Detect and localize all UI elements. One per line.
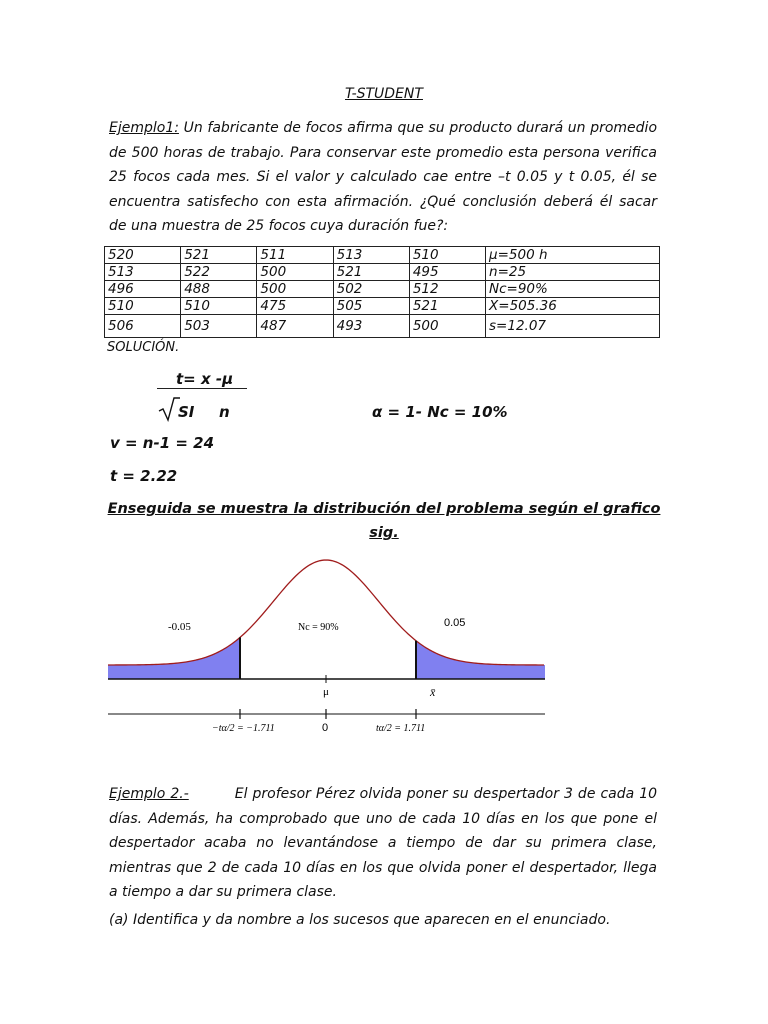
table-cell: Nc=90%	[486, 281, 660, 298]
page-title: T-STUDENT	[345, 86, 423, 102]
table-cell: 505	[333, 298, 409, 315]
table-cell: 510	[181, 298, 257, 315]
fraction-line	[157, 388, 247, 389]
mu-label: μ	[323, 686, 329, 698]
table-cell: 512	[409, 281, 485, 298]
table-cell: 503	[181, 315, 257, 338]
table-cell: 500	[409, 315, 485, 338]
sqrt-icon	[158, 396, 180, 422]
question-a: (a) Identifica y da nombre a los sucesos que aparecen en el enunciado.	[109, 912, 611, 928]
formula-t: t = 2.22	[110, 467, 178, 485]
table-cell: 495	[409, 264, 485, 281]
example1-label: Ejemplo1:	[109, 120, 179, 136]
left-tail-region	[108, 637, 240, 679]
formula-denominator: SI	[178, 403, 195, 421]
table-cell: 502	[333, 281, 409, 298]
table-cell: 475	[257, 298, 333, 315]
left-tail-label: -0.05	[168, 621, 191, 633]
table-cell: 511	[257, 247, 333, 264]
tick-label-center: 0	[322, 722, 329, 734]
table-cell: 521	[181, 247, 257, 264]
t-distribution-chart	[108, 548, 548, 740]
table-cell: 493	[333, 315, 409, 338]
table-cell: 513	[105, 264, 181, 281]
center-confidence-label: Nc = 90%	[298, 622, 339, 633]
table-cell: 496	[105, 281, 181, 298]
table-cell: n=25	[486, 264, 660, 281]
example1-paragraph	[109, 116, 657, 239]
bell-curve	[108, 560, 544, 665]
example2-label: Ejemplo 2.-	[109, 786, 189, 802]
table-cell: 520	[105, 247, 181, 264]
table-row	[105, 247, 660, 264]
formula-alpha: α = 1- Nc = 10%	[372, 403, 508, 421]
formula-numerator: t= x -μ	[176, 370, 234, 388]
table-cell: 488	[181, 281, 257, 298]
tick-label-right: tα/2 = 1.711	[376, 723, 426, 734]
tick-label-left: −tα/2 = −1.711	[212, 723, 275, 734]
table-cell: 510	[409, 247, 485, 264]
table-cell: 487	[257, 315, 333, 338]
table-row	[105, 281, 660, 298]
table-cell: 521	[333, 264, 409, 281]
formula-n: n	[219, 403, 230, 421]
xbar-label: x̄	[430, 685, 436, 699]
table-cell: X=505.36	[486, 298, 660, 315]
example2-paragraph	[109, 782, 657, 905]
chart-caption: Enseguida se muestra la distribución del problema según el grafico sig.	[107, 501, 661, 541]
example1-text: Un fabricante de focos afirma que su producto durará un promedio de 500 horas de trabajo. Para conservar este promedio esta persona verifica 25 focos cada mes. Si el valor y calculado cae entre –t 0.05 y t 0.05, él se encuentra satisfecho con esta afirmación. ¿Qué conclusión deberá él sacar de una muestra de 25 focos cuya duración fue?:	[109, 120, 658, 234]
formula-v: v = n-1 = 24	[110, 434, 215, 452]
right-tail-region	[416, 641, 545, 679]
table-cell: 506	[105, 315, 181, 338]
table-row	[105, 315, 660, 338]
table-cell: 500	[257, 281, 333, 298]
example2-text: El profesor Pérez olvida poner su despertador 3 de cada 10 días. Además, ha comprobado que uno de cada 10 días en los que pone el despertador acaba no levantándose a tiempo de dar su primera clase, mientras que 2 de cada 10 días en los que olvida poner el despertador, llega a tiempo a dar su primera clase.	[109, 786, 658, 900]
table-cell: μ=500 h	[486, 247, 660, 264]
right-tail-label: 0.05	[444, 617, 466, 629]
table-row	[105, 264, 660, 281]
solution-label: SOLUCIÓN.	[107, 340, 180, 355]
table-cell: 510	[105, 298, 181, 315]
table-cell: s=12.07	[486, 315, 660, 338]
table-cell: 513	[333, 247, 409, 264]
table-row	[105, 298, 660, 315]
data-table	[104, 246, 660, 338]
table-cell: 521	[409, 298, 485, 315]
table-cell: 500	[257, 264, 333, 281]
table-cell: 522	[181, 264, 257, 281]
